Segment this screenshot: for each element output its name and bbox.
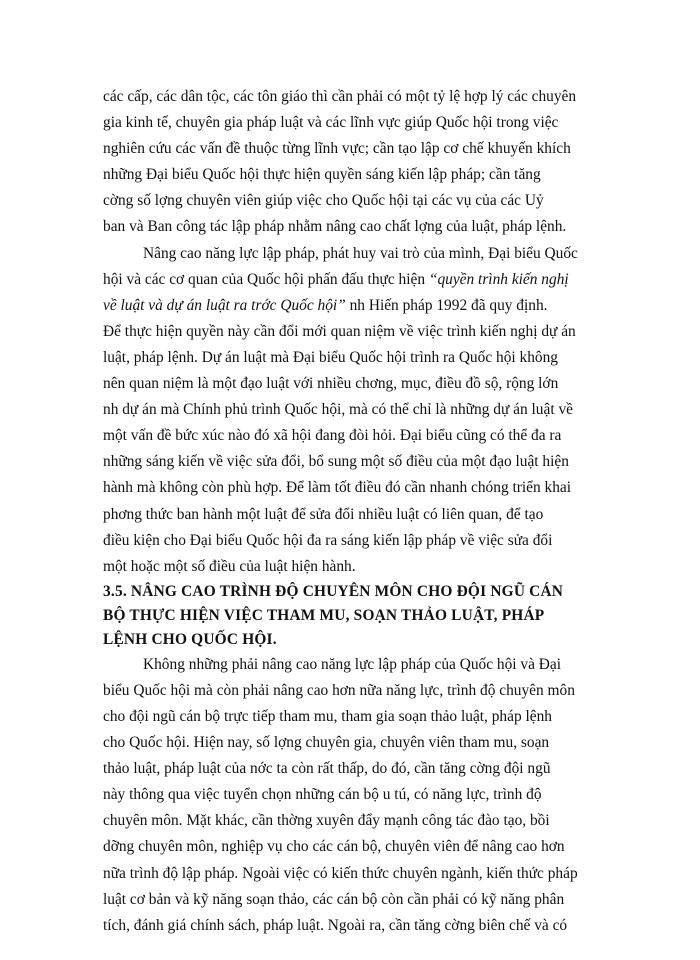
italic-quote: “quyền trình kiến nghị (428, 270, 569, 288)
text-line: nên quan niệm là một đạo luật với nhiều chơng, mục, điều đồ sộ, rộng lớn (103, 375, 559, 393)
text-line: những Đại biểu Quốc hội thực hiện quyền sáng kiến lập pháp; cần tăng (103, 166, 541, 184)
text-line: gia kinh tế, chuyên gia pháp luật và các lĩnh vực giúp Quốc hội trong việc (103, 114, 559, 132)
text-line: phơng thức ban hành một luật để sửa đổi nhiều luật có liên quan, để tạo (103, 505, 544, 523)
text-line: những sáng kiến về việc sửa đổi, bổ sung một số điều của một đạo luật hiện (103, 453, 569, 471)
text-line: biểu Quốc hội mà còn phải nâng cao hơn nữa năng lực, trình độ chuyên môn (103, 681, 575, 699)
paragraph-3 (103, 652, 596, 939)
text-segment: nh Hiến pháp 1992 đã quy định. (345, 296, 548, 314)
text-line: một hoặc một số điều của luật hiện hành. (103, 557, 356, 575)
text-line: chuyên môn. Mặt khác, cần thờng xuyên đẩy mạnh công tác đào tạo, bồi (103, 812, 550, 830)
text-line: nữa trình độ lập pháp. Ngoài việc có kiến thức chuyên ngành, kiến thức pháp (103, 864, 578, 882)
text-line: một vấn đề bức xúc nào đó xã hội đang đòi hỏi. Đại biểu cũng có thể đa ra (103, 427, 562, 445)
text-line: cho đội ngũ cán bộ trực tiếp tham mu, tham gia soạn thảo luật, pháp lệnh (103, 707, 553, 725)
text-line: ban và Ban công tác lập pháp nhằm nâng cao chất lợng của luật, pháp lệnh. (103, 218, 567, 236)
text-line: điều kiện cho Đại biểu Quốc hội đa ra sáng kiến lập pháp về việc sửa đổi (103, 531, 553, 549)
text-line: hành mà không còn phù hợp. Để làm tốt điều đó cần nhanh chóng triển khai (103, 479, 572, 497)
text-line: dỡng chuyên môn, nghiệp vụ cho các cán bộ, chuyên viên để nâng cao hơn (103, 838, 565, 856)
paragraph-2 (103, 241, 596, 580)
text-line: các cấp, các dân tộc, các tôn giáo thì cần phải có một tỷ lệ hợp lý các chuyên (103, 88, 577, 105)
section-heading (103, 580, 596, 652)
text-line: luật cơ bản và kỹ năng soạn thảo, các cán bộ còn cần phải có kỹ năng phân (103, 890, 565, 908)
text-line: này thông qua việc tuyển chọn những cán bộ u tú, có năng lực, trình độ (103, 786, 542, 804)
text-line: cờng số lợng chuyên viên giúp việc cho Quốc hội tại các vụ của các Uỷ (103, 192, 544, 210)
text-line: Để thực hiện quyền này cần đổi mới quan niệm về việc trình kiến nghị dự án (103, 322, 576, 340)
text-line: luật, pháp lệnh. Dự án luật mà Đại biểu Quốc hội trình ra Quốc hội không (103, 348, 558, 366)
text-line: nghiên cứu các vấn đề thuộc từng lĩnh vực; cần tạo lập cơ chế khuyến khích (103, 140, 571, 158)
text-line: cho Quốc hội. Hiện nay, số lợng chuyên gia, chuyên viên tham mu, soạn (103, 734, 550, 752)
text-segment: hội và các cơ quan của Quốc hội phấn đấu thực hiện (103, 270, 429, 288)
paragraph-1 (103, 84, 596, 241)
text-line: thảo luật, pháp luật của nớc ta còn rất thấp, do đó, cần tăng cờng đội ngũ (103, 760, 551, 778)
text-line: Không những phải nâng cao năng lực lập pháp của Quốc hội và Đại (143, 655, 562, 673)
text-line: Nâng cao năng lực lập pháp, phát huy vai trò của mình, Đại biểu Quốc (143, 244, 578, 262)
italic-quote: về luật và dự án luật ra trớc Quốc hội” (103, 296, 346, 314)
text-line: tích, đánh giá chính sách, pháp luật. Ngoài ra, cần tăng cờng biên chế và có (103, 916, 568, 934)
text-line: nh dự án mà Chính phủ trình Quốc hội, mà có thể chỉ là những dự án luật về (103, 401, 573, 419)
heading-line: BỘ THỰC HIỆN VIỆC THAM MU, SOẠN THẢO LUẬT, PHÁP (103, 606, 545, 624)
heading-line: 3.5. NÂNG CAO TRÌNH ĐỘ CHUYÊN MÔN CHO ĐỘI NGŨ CÁN (103, 582, 564, 600)
heading-line: LỆNH CHO QUỐC HỘI. (103, 630, 277, 648)
